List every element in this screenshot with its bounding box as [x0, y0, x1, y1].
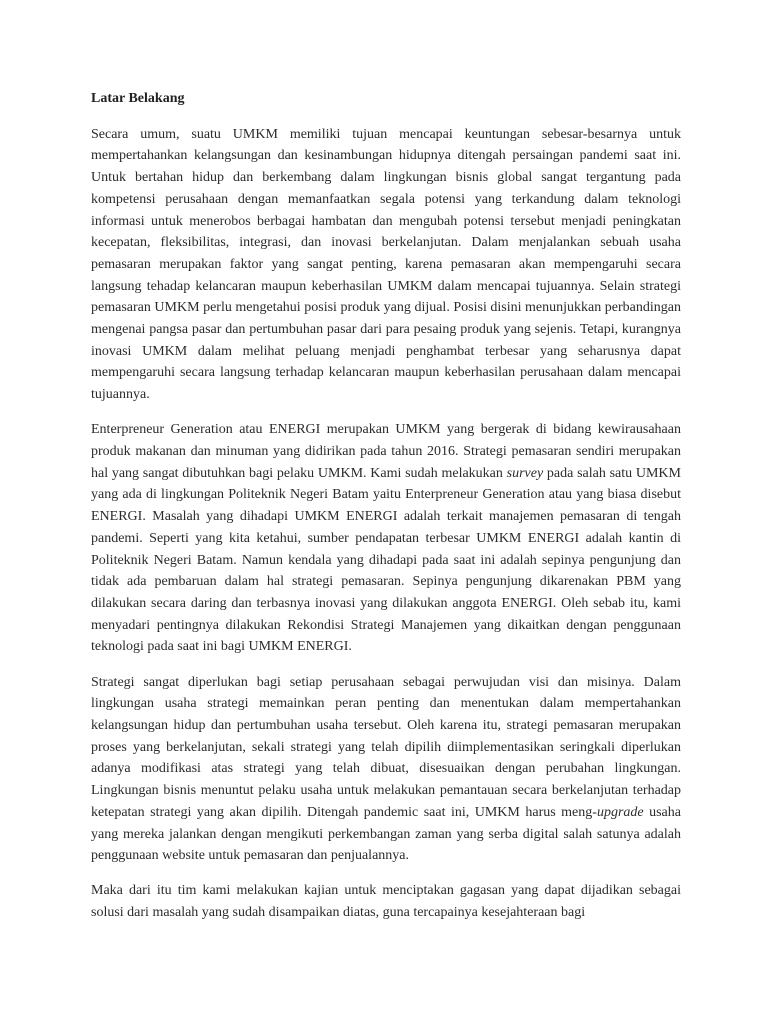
- paragraph-text: Secara umum, suatu UMKM memiliki tujuan mencapai keuntungan sebesar-besarnya untuk mempertahankan kelangsungan dan kesinambungan hidupnya ditengah persaingan pandemi saat ini. Untuk bertahan hidup dan berkembang dalam lingkungan bisnis global sangat tergantung pada kompetensi perusahaan dengan memanfaatkan segala potensi yang terkandung dalam teknologi informasi untuk menerobos berbagai hambatan dan mengubah potensi tersebut menjadi peningkatan kecepatan, fleksibilitas, integrasi, dan inovasi berkelanjutan. Dalam menjalankan sebuah usaha pemasaran merupakan faktor yang sangat penting, karena pemasaran akan mempengaruhi secara langsung tehadap kelancaran maupun keberhasilan UMKM dalam mencapai tujuannya. Selain strategi pemasaran UMKM perlu mengetahui posisi produk yang dijual. Posisi disini menunjukkan perbandingan mengenai pangsa pasar dan pertumbuhan pasar dari para pesaing produk yang sejenis. Tetapi, kurangnya inovasi UMKM dalam melihat peluang menjadi penghambat terbesar yang seharusnya dapat mempengaruhi secara langsung terhadap kelancaran maupun keberhasilan perusahaan dalam mencapai tujuannya.: [91, 126, 681, 403]
- paragraph-text: pada salah satu UMKM yang ada di lingkungan Politeknik Negeri Batam yaitu Enterpreneur Generation atau yang biasa disebut ENERGI. Masalah yang dihadapi UMKM ENERGI adalah terkait manajemen pemasaran di tengah pandemi. Seperti yang kita ketahui, sumber pendapatan terbesar UMKM ENERGI adalah kantin di Politeknik Negeri Batam. Namun kendala yang dihadapi pada saat ini adalah sepinya pengunjung dan tidak ada pembaruan dalam hal strategi pemasaran. Sepinya pengunjung dikarenakan PBM yang dilakukan secara daring dan terbasnya inovasi yang dilakukan anggota ENERGI. Oleh sebab itu, kami menyadari pentingnya dilakukan Rekondisi Strategi Manajemen yang dikaitkan dengan penggunaan teknologi pada saat ini bagi UMKM ENERGI.: [91, 465, 681, 655]
- paragraph-text: Maka dari itu tim kami melakukan kajian untuk menciptakan gagasan yang dapat dijadikan sebagai solusi dari masalah yang sudah disampaikan diatas, guna tercapainya kesejahteraan bagi: [91, 883, 681, 921]
- italic-term: survey: [506, 465, 544, 481]
- paragraph-1: [91, 124, 681, 406]
- paragraph-4: [91, 880, 681, 923]
- paragraph-text: Enterpreneur Generation atau ENERGI merupakan UMKM yang bergerak di bidang kewirausahaan produk makanan dan minuman yang didirikan pada tahun 2016. Strategi pemasaran sendiri merupakan hal yang sangat dibutuhkan bagi pelaku UMKM. Kami sudah melakukan: [91, 422, 681, 481]
- paragraph-text: usaha yang mereka jalankan dengan mengikuti perkembangan zaman yang serba digital salah satunya adalah penggunaan website untuk pemasaran dan penjualannya.: [91, 804, 681, 864]
- paragraph-2: [91, 419, 681, 658]
- paragraph-3: [91, 672, 681, 867]
- document-title: Latar Belakang: [91, 91, 185, 106]
- italic-term: upgrade: [596, 804, 644, 820]
- paragraph-text: Strategi sangat diperlukan bagi setiap perusahaan sebagai perwujudan visi dan misinya. Dalam lingkungan usaha strategi memainkan peran penting dan menentukan dalam mempertahankan kelangsungan hidup dan pertumbuhan usaha tersebut. Oleh karena itu, strategi pemasaran merupakan proses yang berkelanjutan, sekali strategi yang telah dipilih diimplementasikan seringkali diperlukan adanya modifikasi atas strategi yang telah dibuat, disesuaikan dengan perubahan lingkungan. Lingkungan bisnis menuntut pelaku usaha untuk melakukan pemantauan secara berkelanjutan terhadap ketepatan strategi yang akan dipilih. Ditengah pandemic saat ini, UMKM harus meng-: [91, 674, 681, 820]
- document-page: [91, 88, 681, 924]
